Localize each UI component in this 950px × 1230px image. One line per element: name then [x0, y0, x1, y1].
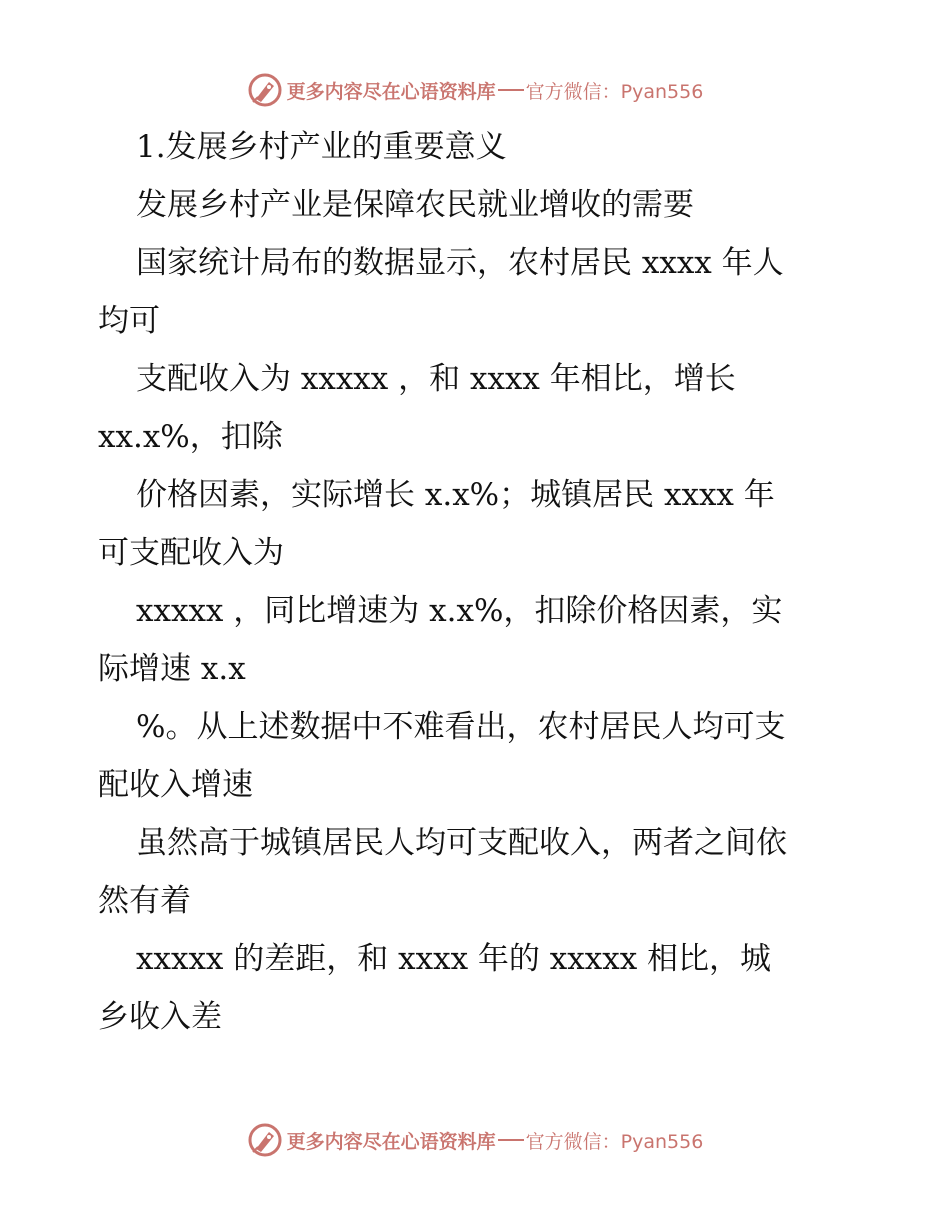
document-body	[98, 118, 858, 1046]
watermark-text-wechat: 官方微信：Pyan556	[525, 80, 704, 103]
watermark-content	[247, 72, 704, 108]
watermark-banner-top	[0, 70, 950, 110]
paragraph-line: 发展乡村产业是保障农民就业增收的需要	[136, 187, 694, 223]
watermark-dash	[498, 1139, 524, 1141]
watermark-text-cn: 更多内容尽在心语资料库	[286, 1130, 496, 1153]
section-heading: 1.发展乡村产业的重要意义	[136, 129, 507, 165]
paragraph-line: 均可	[98, 303, 160, 339]
paragraph-line: 可支配收入为	[98, 535, 284, 571]
paragraph-line: xxxxx ，同比增速为 x.x%，扣除价格因素，实	[136, 593, 783, 629]
paragraph-line: 然有着	[98, 883, 191, 919]
paragraph-line: 国家统计局布的数据显示，农村居民 xxxx 年人	[136, 245, 784, 281]
paragraph-line: 虽然高于城镇居民人均可支配收入，两者之间依	[136, 825, 787, 861]
paragraph-line: 际增速 x.x	[98, 651, 246, 687]
watermark-text-cn: 更多内容尽在心语资料库	[286, 80, 496, 103]
watermark-dash	[498, 89, 524, 91]
paragraph-line: 配收入增速	[98, 767, 253, 803]
watermark-text-wechat: 官方微信：Pyan556	[525, 1130, 704, 1153]
paragraph-line: 乡收入差	[98, 999, 222, 1035]
watermark-banner-bottom	[0, 1120, 950, 1160]
paragraph-line: 支配收入为 xxxxx ，和 xxxx 年相比，增长	[136, 361, 736, 397]
paragraph-line: 价格因素，实际增长 x.x%；城镇居民 xxxx 年	[136, 477, 775, 513]
paragraph-line: %。从上述数据中不难看出，农村居民人均可支	[136, 709, 786, 745]
pen-nib-logo-icon	[247, 1122, 283, 1158]
paragraph-line: xxxxx 的差距，和 xxxx 年的 xxxxx 相比，城	[136, 941, 772, 977]
watermark-content	[247, 1122, 704, 1158]
pen-nib-logo-icon	[247, 72, 283, 108]
paragraph-line: xx.x%，扣除	[98, 419, 283, 455]
